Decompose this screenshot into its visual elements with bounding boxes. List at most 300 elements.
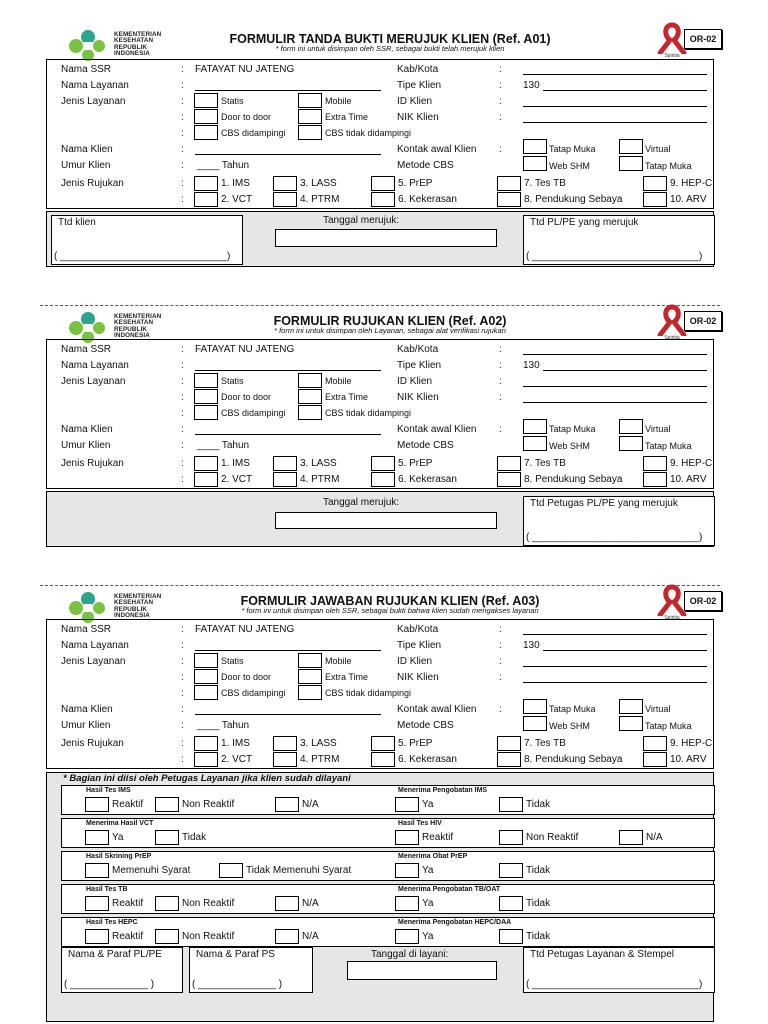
checkbox-cbs-tidak-didampingi[interactable]	[298, 125, 322, 140]
checkbox-cbs-didampingi[interactable]	[194, 125, 218, 140]
label-nik-klien: NIK Klien	[397, 672, 439, 683]
form-code-badge: OR-02	[684, 311, 722, 331]
result-option-label: Ya	[422, 865, 434, 876]
colon: :	[181, 64, 184, 75]
option-rujukan-vct: 2. VCT	[221, 194, 253, 205]
option-rujukan-tes-tb: 7. Tes TB	[524, 178, 566, 189]
checkbox-result-option[interactable]	[155, 929, 179, 944]
result-option-label: Tidak	[526, 799, 551, 810]
label-nama-ssr: Nama SSR	[61, 624, 112, 635]
colon: :	[181, 392, 184, 403]
label-nama-layanan: Nama Layanan	[61, 80, 129, 91]
ribbon-text: Spiritia	[664, 335, 680, 341]
label-nama-layanan: Nama Layanan	[61, 360, 129, 371]
option-rujukan-kekerasan: 6. Kekerasan	[398, 474, 457, 485]
service-result-section	[46, 772, 714, 1022]
result-option-label: Tidak	[526, 898, 551, 909]
checkbox-door-to-door[interactable]	[194, 389, 218, 404]
colon: :	[499, 624, 502, 635]
input-tipe-klien[interactable]	[543, 650, 707, 651]
result-option-label: N/A	[302, 898, 319, 909]
checkbox-mobile[interactable]	[298, 373, 322, 388]
checkbox-result-option[interactable]	[499, 863, 523, 878]
referrer-signature-box	[523, 496, 715, 546]
value-nama-ssr: FATAYAT NU JATENG	[195, 624, 295, 635]
option-rujukan-hep-c: 9. HEP-C	[670, 178, 713, 189]
result-option-label: Tidak	[526, 931, 551, 942]
option-tatap-muka: Tatap Muka	[549, 704, 596, 714]
colon: :	[181, 440, 184, 451]
option-rujukan-vct: 2. VCT	[221, 754, 253, 765]
checkbox-rujukan-tes-tb[interactable]	[497, 456, 521, 471]
checkbox-statis[interactable]	[194, 93, 218, 108]
colon: :	[181, 178, 184, 189]
result-option-label: Reaktif	[422, 832, 454, 843]
colon: :	[499, 424, 502, 435]
service-officer-signature-box-label: Ttd Petugas Layanan & Stempel	[530, 949, 674, 960]
option-rujukan-arv: 10. ARV	[670, 194, 707, 205]
logo-text	[114, 314, 161, 340]
checkbox-rujukan-prep[interactable]	[371, 736, 395, 751]
colon: :	[181, 688, 184, 699]
label-umur-klien: Umur Klien	[61, 160, 111, 171]
result-row	[61, 785, 715, 815]
checkbox-web-shm[interactable]	[523, 716, 547, 731]
checkbox-metode-tatap-muka[interactable]	[619, 156, 643, 171]
colon: :	[181, 144, 184, 155]
label-kontak-awal: Kontak awal Klien	[397, 424, 477, 435]
option-web-shm: Web SHM	[549, 441, 590, 451]
colon: :	[181, 720, 184, 731]
colon: :	[499, 80, 502, 91]
checkbox-extra-time[interactable]	[298, 109, 322, 124]
checkbox-result-option[interactable]	[275, 929, 299, 944]
checkbox-result-option[interactable]	[85, 863, 109, 878]
checkbox-virtual[interactable]	[619, 699, 643, 714]
input-kab-kota[interactable]	[523, 74, 707, 75]
checkbox-result-option[interactable]	[499, 896, 523, 911]
label-kontak-awal: Kontak awal Klien	[397, 144, 477, 155]
option-rujukan-prep: 5. PrEP	[398, 178, 433, 189]
ribbon-text: Spiritia	[664, 615, 680, 621]
option-virtual: Virtual	[645, 424, 671, 434]
label-jenis-rujukan: Jenis Rujukan	[61, 178, 124, 189]
date-label: Tanggal merujuk:	[323, 497, 400, 508]
result-option-label: Ya	[422, 931, 434, 942]
input-nik-klien[interactable]	[523, 402, 707, 403]
colon: :	[499, 144, 502, 155]
checkbox-rujukan-arv[interactable]	[643, 752, 667, 767]
checkbox-result-option[interactable]	[85, 929, 109, 944]
cut-line	[40, 585, 720, 586]
logo-text-line: REPUBLIK	[114, 605, 147, 613]
result-row	[61, 818, 715, 848]
checkbox-rujukan-prep[interactable]	[371, 176, 395, 191]
checkbox-extra-time[interactable]	[298, 389, 322, 404]
label-jenis-rujukan: Jenis Rujukan	[61, 458, 124, 469]
checkbox-result-option[interactable]	[619, 830, 643, 845]
service-date-input[interactable]	[347, 961, 497, 980]
label-kab-kota: Kab/Kota	[397, 344, 439, 355]
date-label: Tanggal di layani:	[371, 949, 449, 960]
option-cbs-didampingi: CBS didampingi	[221, 128, 286, 138]
result-heading-right: Menerima Obat PrEP	[398, 853, 468, 860]
client-signature-box	[51, 215, 243, 265]
label-nama-klien: Nama Klien	[61, 144, 113, 155]
checkbox-rujukan-ptrm[interactable]	[273, 472, 297, 487]
logo-text-line: REPUBLIK	[114, 325, 147, 333]
checkbox-metode-tatap-muka[interactable]	[619, 436, 643, 451]
checkbox-result-option[interactable]	[219, 863, 243, 878]
option-rujukan-ptrm: 4. PTRM	[300, 474, 340, 485]
input-nama-layanan[interactable]	[195, 90, 381, 91]
option-cbs-didampingi: CBS didampingi	[221, 688, 286, 698]
checkbox-rujukan-ims[interactable]	[194, 736, 218, 751]
result-option-label: Ya	[422, 799, 434, 810]
option-rujukan-vct: 2. VCT	[221, 474, 253, 485]
checkbox-rujukan-lass[interactable]	[273, 176, 297, 191]
input-id-klien[interactable]	[523, 106, 707, 107]
option-tatap-muka: Tatap Muka	[549, 144, 596, 154]
option-statis: Statis	[221, 376, 244, 386]
result-option-label: Non Reaktif	[182, 799, 235, 810]
checkbox-result-option[interactable]	[395, 896, 419, 911]
checkbox-result-option[interactable]	[85, 797, 109, 812]
option-rujukan-kekerasan: 6. Kekerasan	[398, 194, 457, 205]
colon: :	[181, 624, 184, 635]
result-option-label: Ya	[112, 832, 124, 843]
colon: :	[181, 754, 184, 765]
form-code-badge: OR-02	[684, 29, 722, 49]
option-rujukan-ims: 1. IMS	[221, 178, 250, 189]
result-option-label: N/A	[646, 832, 663, 843]
colon: :	[181, 474, 184, 485]
referrer-signature-box	[523, 215, 715, 265]
checkbox-rujukan-vct[interactable]	[194, 192, 218, 207]
option-metode-tatap-muka: Tatap Muka	[645, 161, 692, 171]
input-nama-klien[interactable]	[195, 154, 381, 155]
section-note: * Bagian ini diisi oleh Petugas Layanan jika klien sudah dilayani	[63, 773, 351, 784]
label-nama-ssr: Nama SSR	[61, 344, 112, 355]
colon: :	[499, 360, 502, 371]
label-nama-klien: Nama Klien	[61, 704, 113, 715]
option-rujukan-tes-tb: 7. Tes TB	[524, 738, 566, 749]
colon: :	[181, 344, 184, 355]
referrer-signature-line[interactable]: ( ______________________________)	[526, 532, 703, 543]
checkbox-rujukan-vct[interactable]	[194, 752, 218, 767]
result-option-label: Non Reaktif	[526, 832, 579, 843]
form-subtitle: * form ini untuk disimpan oleh SSR, sebagai bukti bahwa klien sudah mengakses layanan	[241, 606, 539, 615]
result-option-label: Tidak Memenuhi Syarat	[246, 865, 352, 876]
input-nama-layanan[interactable]	[195, 650, 381, 651]
colon: :	[499, 344, 502, 355]
checkbox-door-to-door[interactable]	[194, 109, 218, 124]
result-option-label: Tidak	[526, 865, 551, 876]
option-rujukan-pendukung-sebaya: 8. Pendukung Sebaya	[524, 194, 623, 205]
ps-paraf-box-label: Nama & Paraf PS	[196, 949, 275, 960]
checkbox-result-option[interactable]	[275, 896, 299, 911]
option-rujukan-prep: 5. PrEP	[398, 738, 433, 749]
checkbox-result-option[interactable]	[395, 797, 419, 812]
checkbox-rujukan-arv[interactable]	[643, 472, 667, 487]
checkbox-cbs-didampingi[interactable]	[194, 405, 218, 420]
label-tipe-klien: Tipe Klien	[397, 640, 442, 651]
signature-footer	[46, 491, 714, 547]
checkbox-metode-tatap-muka[interactable]	[619, 716, 643, 731]
checkbox-mobile[interactable]	[298, 93, 322, 108]
checkbox-statis[interactable]	[194, 653, 218, 668]
client-signature-line[interactable]: ( ______________________________)	[54, 251, 231, 262]
checkbox-tatap-muka[interactable]	[523, 419, 547, 434]
colon: :	[181, 128, 184, 139]
form-subtitle: * form ini untuk disimpan oleh Layanan, sebagai alat verifikasi rujukan	[274, 326, 506, 335]
checkbox-result-option[interactable]	[85, 830, 109, 845]
logo-text-line: KESEHATAN	[114, 37, 154, 45]
checkbox-result-option[interactable]	[155, 896, 179, 911]
checkbox-tatap-muka[interactable]	[523, 139, 547, 154]
result-row	[61, 884, 715, 914]
option-rujukan-lass: 3. LASS	[300, 738, 337, 749]
value-tahun: ____ Tahun	[197, 160, 250, 171]
label-jenis-layanan: Jenis Layanan	[61, 656, 126, 667]
result-option-label: Memenuhi Syarat	[112, 865, 191, 876]
checkbox-rujukan-hep-c[interactable]	[643, 736, 667, 751]
option-statis: Statis	[221, 656, 244, 666]
option-extra-time: Extra Time	[325, 392, 369, 402]
option-cbs-tidak-didampingi: CBS tidak didampingi	[325, 408, 412, 418]
colon: :	[499, 376, 502, 387]
checkbox-cbs-tidak-didampingi[interactable]	[298, 405, 322, 420]
value-tipe-klien: 130	[523, 640, 540, 651]
checkbox-virtual[interactable]	[619, 419, 643, 434]
form-title: FORMULIR TANDA BUKTI MERUJUK KLIEN (Ref. A01)	[229, 32, 551, 46]
colon: :	[181, 408, 184, 419]
option-rujukan-ims: 1. IMS	[221, 738, 250, 749]
result-option-label: Non Reaktif	[182, 931, 235, 942]
checkbox-rujukan-lass[interactable]	[273, 736, 297, 751]
checkbox-cbs-didampingi[interactable]	[194, 685, 218, 700]
result-row	[61, 851, 715, 881]
value-tipe-klien: 130	[523, 360, 540, 371]
checkbox-result-option[interactable]	[499, 929, 523, 944]
label-nik-klien: NIK Klien	[397, 112, 439, 123]
colon: :	[181, 704, 184, 715]
result-option-label: Reaktif	[112, 931, 144, 942]
checkbox-rujukan-ptrm[interactable]	[273, 192, 297, 207]
logo-text-line: INDONESIA	[114, 50, 150, 58]
label-metode-cbs: Metode CBS	[397, 440, 454, 451]
checkbox-rujukan-pendukung-sebaya[interactable]	[497, 192, 521, 207]
checkbox-rujukan-tes-tb[interactable]	[497, 176, 521, 191]
date-label: Tanggal merujuk:	[323, 215, 400, 226]
result-heading-left: Hasil Tes TB	[86, 886, 128, 893]
option-virtual: Virtual	[645, 144, 671, 154]
checkbox-web-shm[interactable]	[523, 156, 547, 171]
value-nama-ssr: FATAYAT NU JATENG	[195, 64, 295, 75]
cut-line	[40, 305, 720, 306]
value-tahun: ____ Tahun	[197, 720, 250, 731]
input-nik-klien[interactable]	[523, 682, 707, 683]
ps-paraf-box	[189, 947, 313, 993]
option-rujukan-arv: 10. ARV	[670, 754, 707, 765]
colon: :	[181, 738, 184, 749]
option-rujukan-kekerasan: 6. Kekerasan	[398, 754, 457, 765]
referral-date-input[interactable]	[275, 512, 497, 529]
option-rujukan-pendukung-sebaya: 8. Pendukung Sebaya	[524, 754, 623, 765]
option-virtual: Virtual	[645, 704, 671, 714]
logo-text-line: KEMENTERIAN	[114, 313, 162, 320]
colon: :	[181, 112, 184, 123]
option-cbs-didampingi: CBS didampingi	[221, 408, 286, 418]
pl-pe-paraf-line[interactable]: ( ______________ )	[64, 979, 155, 990]
checkbox-rujukan-prep[interactable]	[371, 456, 395, 471]
result-option-label: N/A	[302, 799, 319, 810]
service-officer-signature-line[interactable]: ( ______________________________)	[526, 979, 703, 990]
checkbox-result-option[interactable]	[155, 830, 179, 845]
option-mobile: Mobile	[325, 376, 352, 386]
label-tipe-klien: Tipe Klien	[397, 360, 442, 371]
colon: :	[181, 376, 184, 387]
checkbox-rujukan-ptrm[interactable]	[273, 752, 297, 767]
checkbox-rujukan-hep-c[interactable]	[643, 456, 667, 471]
checkbox-rujukan-pendukung-sebaya[interactable]	[497, 472, 521, 487]
checkbox-rujukan-kekerasan[interactable]	[371, 472, 395, 487]
referrer-signature-box-label: Ttd PL/PE yang merujuk	[530, 217, 639, 228]
colon: :	[181, 160, 184, 171]
colon: :	[181, 360, 184, 371]
client-signature-box-label: Ttd klien	[58, 217, 96, 228]
option-mobile: Mobile	[325, 656, 352, 666]
result-heading-left: Hasil Skrining PrEP	[86, 853, 152, 860]
colon: :	[181, 672, 184, 683]
input-nik-klien[interactable]	[523, 122, 707, 123]
result-heading-left: Hasil Tes IMS	[86, 787, 131, 794]
label-nama-layanan: Nama Layanan	[61, 640, 129, 651]
result-heading-right: Hasil Tes HIV	[398, 820, 442, 827]
colon: :	[499, 656, 502, 667]
checkbox-result-option[interactable]	[395, 929, 419, 944]
checkbox-rujukan-pendukung-sebaya[interactable]	[497, 752, 521, 767]
form-title: FORMULIR JAWABAN RUJUKAN KLIEN (Ref. A03)	[240, 594, 540, 608]
colon: :	[499, 112, 502, 123]
form-a01	[0, 0, 768, 280]
label-jenis-layanan: Jenis Layanan	[61, 96, 126, 107]
result-row	[61, 917, 715, 947]
option-rujukan-hep-c: 9. HEP-C	[670, 458, 713, 469]
option-extra-time: Extra Time	[325, 672, 369, 682]
result-heading-left: Hasil Tes HEPC	[86, 919, 138, 926]
form-subtitle: * form ini untuk disimpan oleh SSR, sebagai bukti telah merujuk klien	[275, 44, 505, 53]
checkbox-web-shm[interactable]	[523, 436, 547, 451]
input-id-klien[interactable]	[523, 666, 707, 667]
checkbox-result-option[interactable]	[499, 797, 523, 812]
checkbox-rujukan-tes-tb[interactable]	[497, 736, 521, 751]
checkbox-result-option[interactable]	[395, 830, 419, 845]
option-rujukan-ims: 1. IMS	[221, 458, 250, 469]
checkbox-door-to-door[interactable]	[194, 669, 218, 684]
input-kab-kota[interactable]	[523, 634, 707, 635]
checkbox-virtual[interactable]	[619, 139, 643, 154]
input-tipe-klien[interactable]	[543, 90, 707, 91]
checkbox-result-option[interactable]	[275, 797, 299, 812]
checkbox-result-option[interactable]	[85, 896, 109, 911]
logo-text-line: KESEHATAN	[114, 319, 154, 327]
logo-text-line: INDONESIA	[114, 332, 150, 340]
checkbox-rujukan-lass[interactable]	[273, 456, 297, 471]
result-option-label: Ya	[422, 898, 434, 909]
option-rujukan-tes-tb: 7. Tes TB	[524, 458, 566, 469]
label-nama-klien: Nama Klien	[61, 424, 113, 435]
checkbox-result-option[interactable]	[499, 830, 523, 845]
pl-pe-paraf-box-label: Nama & Paraf PL/PE	[68, 949, 162, 960]
checkbox-statis[interactable]	[194, 373, 218, 388]
colon: :	[181, 458, 184, 469]
option-metode-tatap-muka: Tatap Muka	[645, 721, 692, 731]
value-tipe-klien: 130	[523, 80, 540, 91]
referrer-signature-line[interactable]: ( ______________________________)	[526, 251, 703, 262]
colon: :	[181, 194, 184, 205]
input-nama-layanan[interactable]	[195, 370, 381, 371]
input-nama-klien[interactable]	[195, 714, 381, 715]
input-tipe-klien[interactable]	[543, 370, 707, 371]
input-nama-klien[interactable]	[195, 434, 381, 435]
checkbox-mobile[interactable]	[298, 653, 322, 668]
checkbox-rujukan-hep-c[interactable]	[643, 176, 667, 191]
checkbox-rujukan-ims[interactable]	[194, 176, 218, 191]
checkbox-rujukan-arv[interactable]	[643, 192, 667, 207]
referral-date-input[interactable]	[275, 229, 497, 247]
checkbox-rujukan-kekerasan[interactable]	[371, 192, 395, 207]
label-tipe-klien: Tipe Klien	[397, 80, 442, 91]
option-door-to-door: Door to door	[221, 672, 272, 682]
checkbox-result-option[interactable]	[395, 863, 419, 878]
checkbox-result-option[interactable]	[155, 797, 179, 812]
option-rujukan-pendukung-sebaya: 8. Pendukung Sebaya	[524, 474, 623, 485]
option-extra-time: Extra Time	[325, 112, 369, 122]
label-id-klien: ID Klien	[397, 656, 433, 667]
logo-text-line: INDONESIA	[114, 612, 150, 620]
checkbox-rujukan-ims[interactable]	[194, 456, 218, 471]
option-cbs-tidak-didampingi: CBS tidak didampingi	[325, 688, 412, 698]
checkbox-rujukan-vct[interactable]	[194, 472, 218, 487]
checkbox-rujukan-kekerasan[interactable]	[371, 752, 395, 767]
option-rujukan-hep-c: 9. HEP-C	[670, 738, 713, 749]
client-info-box	[46, 339, 714, 489]
form-title: FORMULIR RUJUKAN KLIEN (Ref. A02)	[273, 314, 507, 328]
option-statis: Statis	[221, 96, 244, 106]
colon: :	[181, 80, 184, 91]
result-option-label: Tidak	[182, 832, 207, 843]
logo-text-line: REPUBLIK	[114, 43, 147, 51]
colon: :	[499, 704, 502, 715]
label-jenis-layanan: Jenis Layanan	[61, 376, 126, 387]
result-heading-right: Menerima Pengobatan IMS	[398, 787, 488, 794]
option-rujukan-arv: 10. ARV	[670, 474, 707, 485]
option-tatap-muka: Tatap Muka	[549, 424, 596, 434]
label-id-klien: ID Klien	[397, 376, 433, 387]
option-mobile: Mobile	[325, 96, 352, 106]
label-kontak-awal: Kontak awal Klien	[397, 704, 477, 715]
service-officer-signature-box	[523, 947, 715, 993]
ps-paraf-line[interactable]: ( ______________ )	[192, 979, 283, 990]
checkbox-cbs-tidak-didampingi[interactable]	[298, 685, 322, 700]
option-door-to-door: Door to door	[221, 112, 272, 122]
checkbox-tatap-muka[interactable]	[523, 699, 547, 714]
label-jenis-rujukan: Jenis Rujukan	[61, 738, 124, 749]
input-id-klien[interactable]	[523, 386, 707, 387]
input-kab-kota[interactable]	[523, 354, 707, 355]
checkbox-extra-time[interactable]	[298, 669, 322, 684]
